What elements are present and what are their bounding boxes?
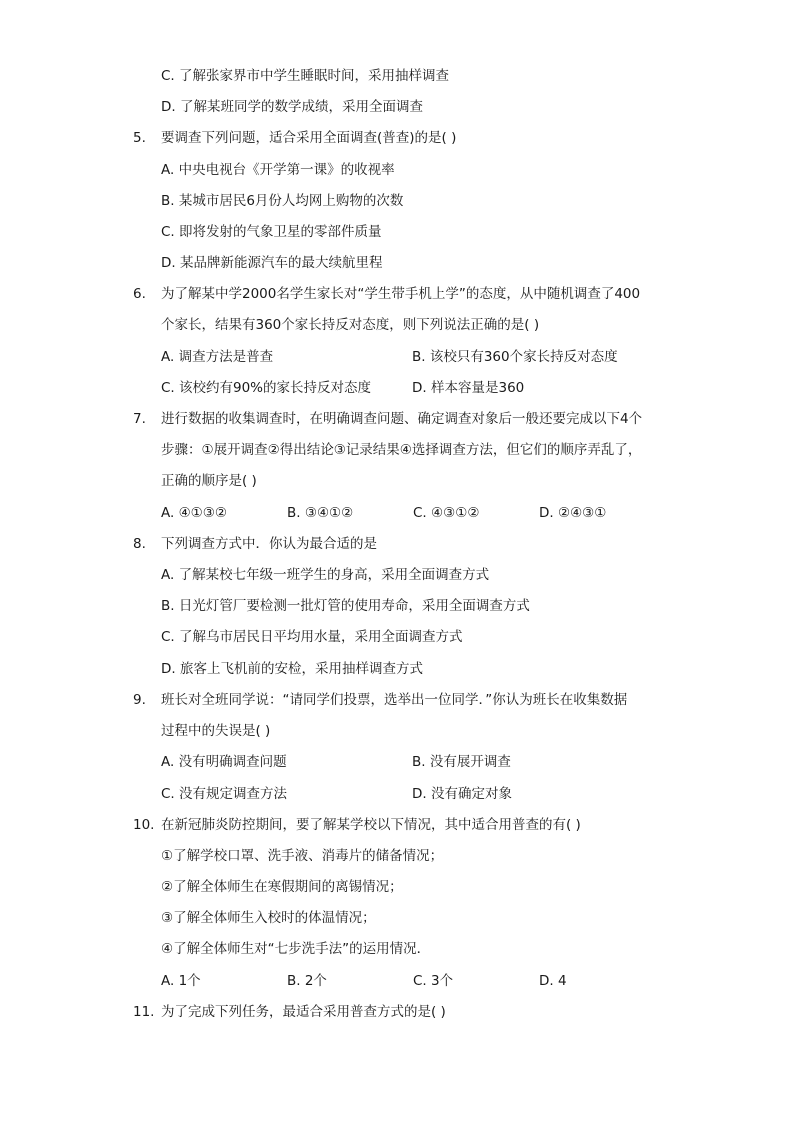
q8-option-d: D. 旅客上飞机前的安检，采用抽样调查方式 — [161, 661, 423, 677]
q10-item-1: ①了解学校口罩、洗手液、消毒片的储备情况； — [161, 848, 444, 864]
q5-option-c: C. 即将发射的气象卫星的零部件质量 — [161, 224, 382, 240]
q11-stem: 为了完成下列任务，最适合采用普查方式的是( ) — [161, 1004, 446, 1020]
q5-stem: 要调查下列问题，适合采用全面调查(普查)的是( ) — [161, 130, 457, 146]
q6-stem-line2: 个家长，结果有360个家长持反对态度，则下列说法正确的是( ) — [161, 317, 540, 333]
q7-option-a: A. ④①③② — [161, 505, 227, 521]
q9-option-b: B. 没有展开调查 — [412, 754, 511, 770]
q6-option-a: A. 调查方法是普查 — [161, 349, 274, 365]
q10-item-4: ④了解全体师生对“七步洗手法”的运用情况． — [161, 941, 431, 957]
q7-stem-line3: 正确的顺序是( ) — [161, 473, 257, 489]
q7-option-b: B. ③④①② — [287, 505, 354, 521]
q4-option-c: C. 了解张家界市中学生睡眠时间，采用抽样调查 — [161, 68, 450, 84]
q10-option-b: B. 2个 — [287, 973, 327, 989]
q7-number: 7. — [133, 411, 146, 427]
q9-option-d: D. 没有确定对象 — [412, 786, 512, 802]
q5-option-d: D. 某品牌新能源汽车的最大续航里程 — [161, 255, 383, 271]
q9-stem-line1: 班长对全班同学说：“请同学们投票，选举出一位同学．”你认为班长在收集数据 — [161, 692, 628, 708]
q10-option-c: C. 3个 — [413, 973, 454, 989]
q6-number: 6. — [133, 286, 146, 302]
q6-option-d: D. 样本容量是360 — [412, 380, 525, 396]
q6-option-b: B. 该校只有360个家长持反对态度 — [412, 349, 618, 365]
q7-stem-line2: 步骤：①展开调查②得出结论③记录结果④选择调查方法，但它们的顺序弄乱了， — [161, 442, 642, 458]
q8-number: 8. — [133, 536, 146, 552]
q4-option-d: D. 了解某班同学的数学成绩，采用全面调查 — [161, 99, 423, 115]
q9-option-c: C. 没有规定调查方法 — [161, 786, 288, 802]
q10-option-a: A. 1个 — [161, 973, 201, 989]
q5-number: 5. — [133, 130, 146, 146]
q8-option-a: A. 了解某校七年级一班学生的身高，采用全面调查方式 — [161, 567, 490, 583]
q7-option-d: D. ②④③① — [539, 505, 607, 521]
q9-option-a: A. 没有明确调查问题 — [161, 754, 287, 770]
q8-option-c: C. 了解乌市居民日平均用水量，采用全面调查方式 — [161, 629, 463, 645]
q10-stem: 在新冠肺炎防控期间，要了解某学校以下情况，其中适合用普查的有( ) — [161, 817, 581, 833]
q5-option-b: B. 某城市居民6月份人均网上购物的次数 — [161, 193, 404, 209]
q8-option-b: B. 日光灯管厂要检测一批灯管的使用寿命，采用全面调查方式 — [161, 598, 530, 614]
q10-number: 10. — [133, 817, 155, 833]
q5-option-a: A. 中央电视台《开学第一课》的收视率 — [161, 162, 395, 178]
q9-number: 9. — [133, 692, 146, 708]
q9-stem-line2: 过程中的失误是( ) — [161, 723, 271, 739]
q10-item-3: ③了解全体师生入校时的体温情况； — [161, 910, 376, 926]
q7-option-c: C. ④③①② — [413, 505, 480, 521]
q11-number: 11. — [133, 1004, 155, 1020]
q7-stem-line1: 进行数据的收集调查时，在明确调查问题、确定调查对象后一般还要完成以下4个 — [161, 411, 643, 427]
q10-option-d: D. 4 — [539, 973, 567, 989]
q6-option-c: C. 该校约有90%的家长持反对态度 — [161, 380, 372, 396]
q8-stem: 下列调查方式中．你认为最合适的是 — [161, 536, 377, 552]
q6-stem-line1: 为了解某中学2000名学生家长对“学生带手机上学”的态度，从中随机调查了400 — [161, 286, 641, 302]
q10-item-2: ②了解全体师生在寒假期间的离锡情况； — [161, 879, 403, 895]
